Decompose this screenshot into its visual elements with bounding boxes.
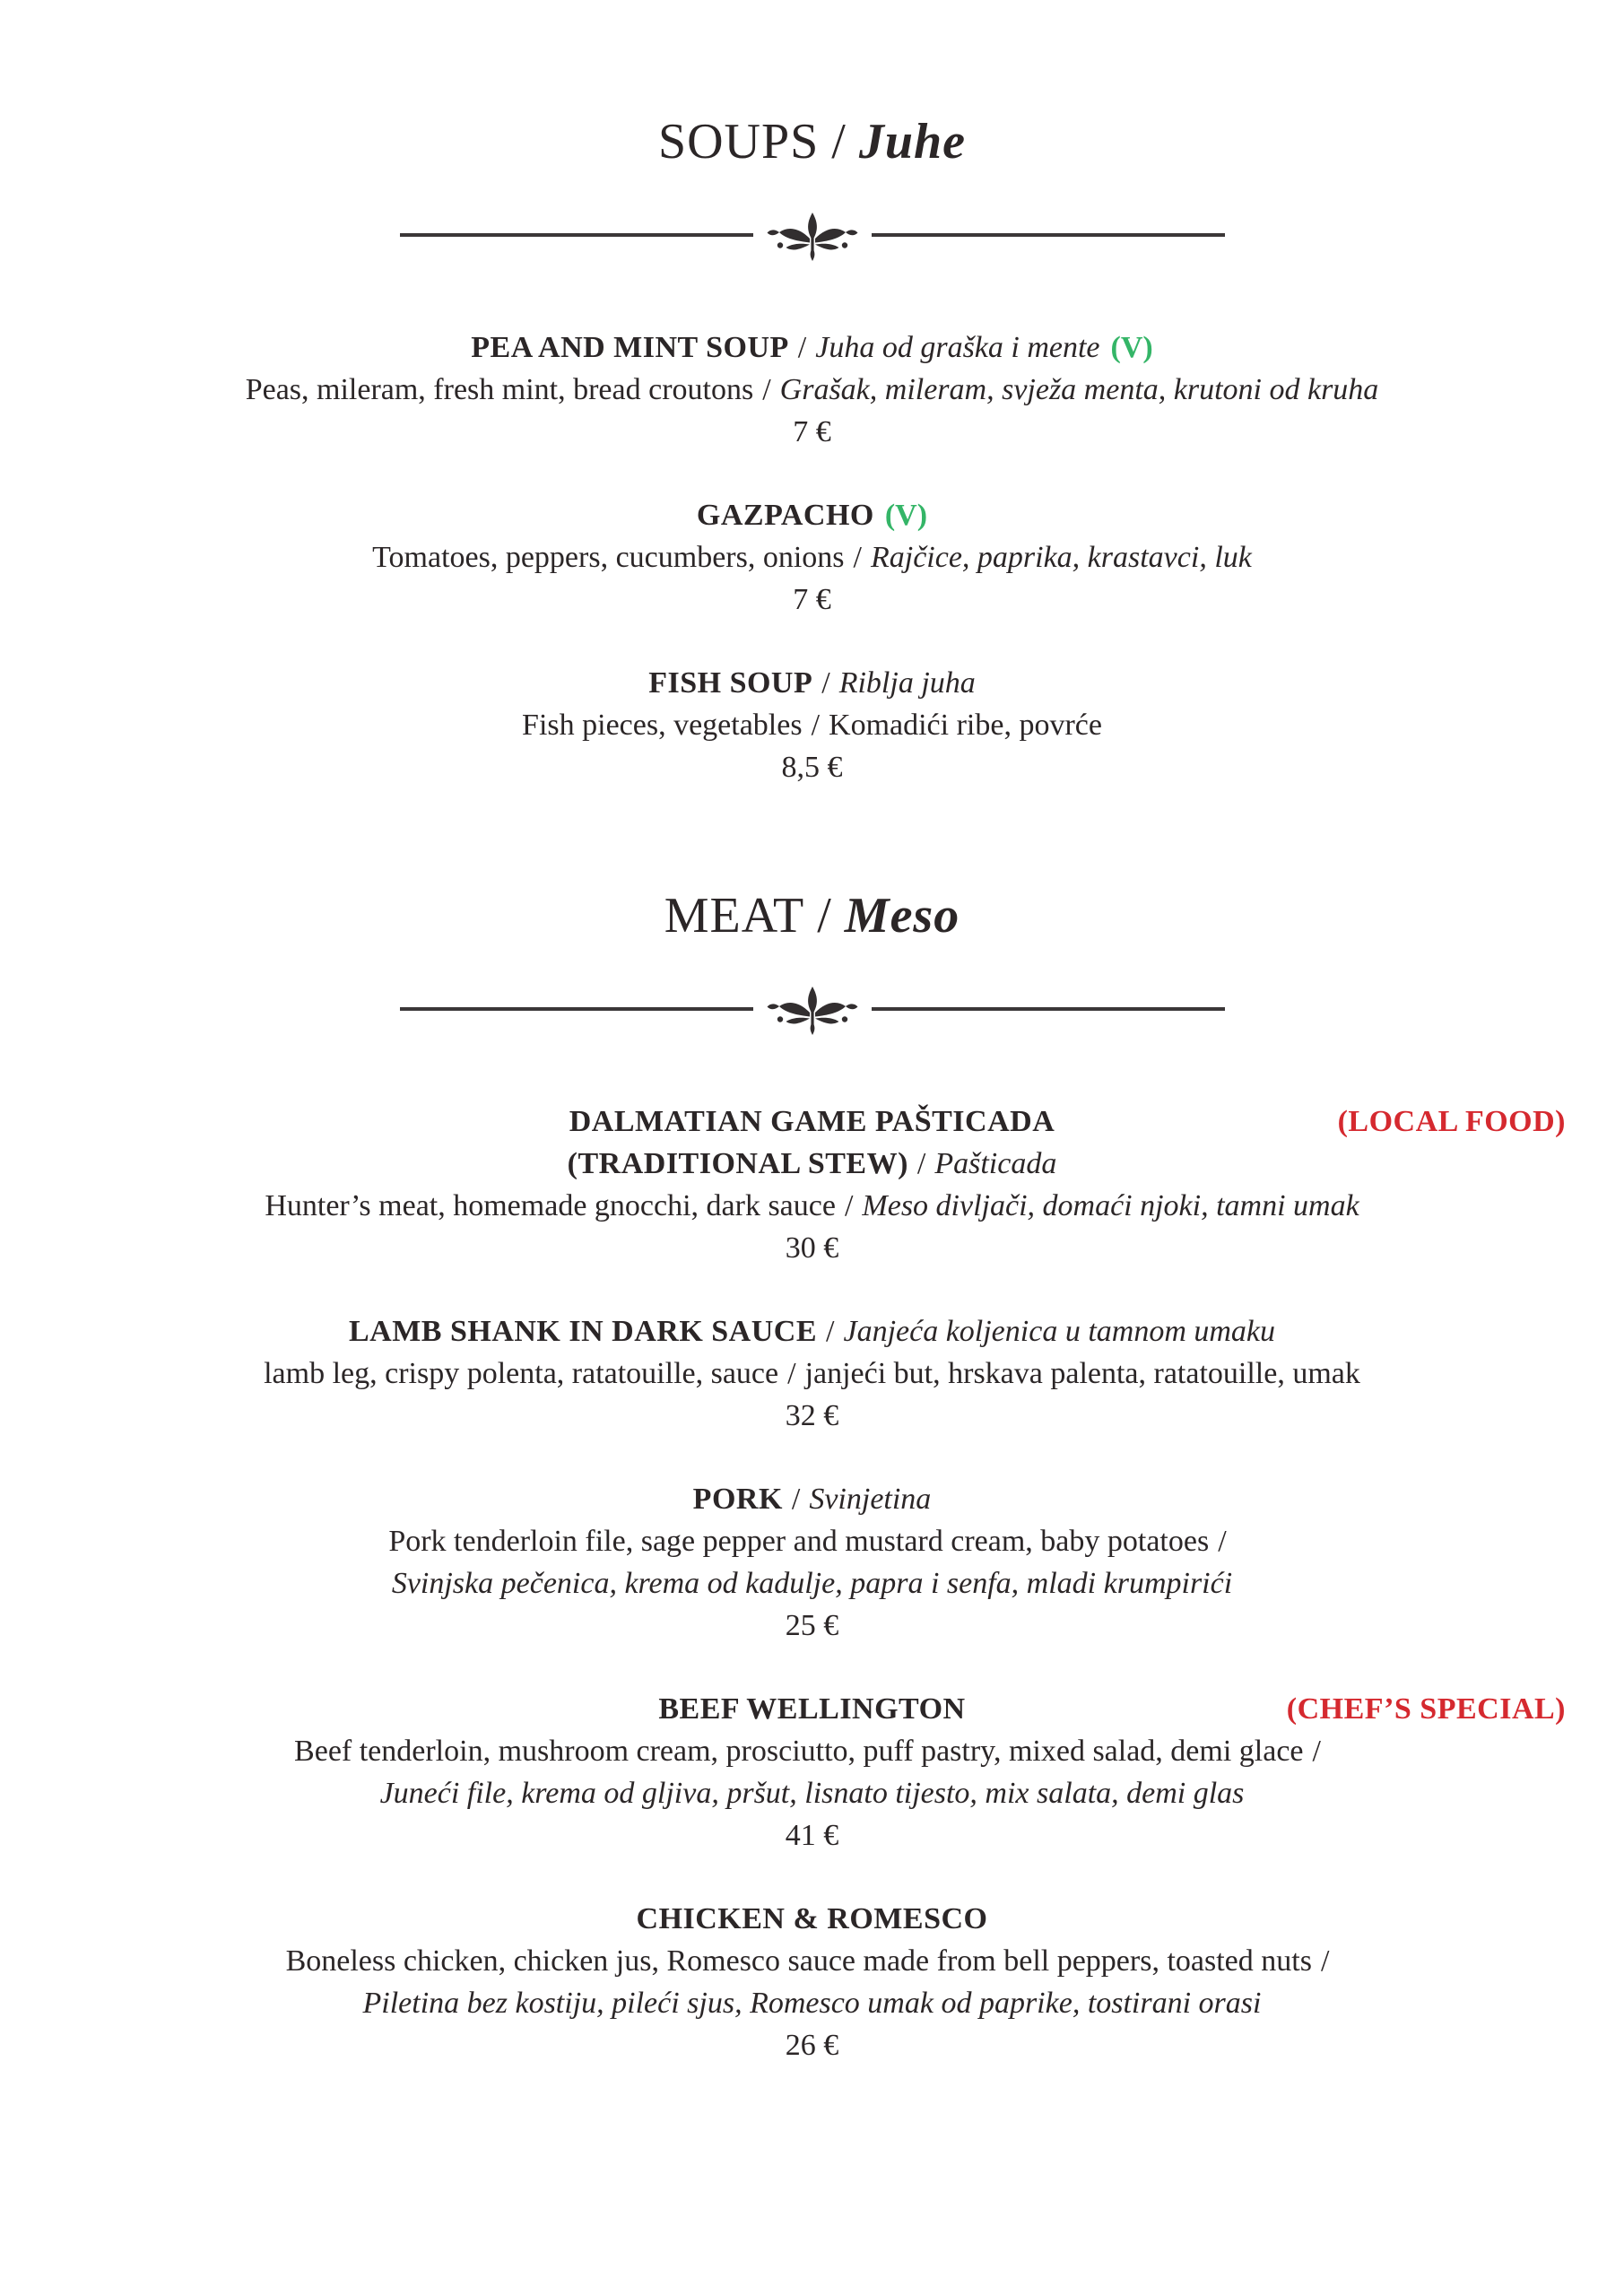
section-title-en: MEAT: [664, 888, 805, 944]
name-separator: /: [916, 1147, 926, 1180]
desc-separator: /: [853, 541, 862, 574]
section-divider: [400, 1007, 1225, 1011]
item-description-line-en: [0, 1730, 1624, 1772]
item-desc-hr: Meso divljači, domaći njoki, tamni umak: [862, 1189, 1359, 1222]
item-name-en-2: (TRADITIONAL STEW): [567, 1147, 908, 1180]
fleuron-ornament-icon: [753, 209, 872, 265]
item-name-line: [0, 1310, 1624, 1352]
item-desc-hr: Komadići ribe, povrće: [829, 709, 1102, 742]
desc-separator: /: [844, 1189, 854, 1222]
section-title-separator: /: [831, 114, 847, 170]
item-desc-hr: Piletina bez kostiju, pileći sjus, Romesco umak od paprike, tostirani orasi: [362, 1987, 1262, 2020]
item-price: 8,5 €: [781, 751, 843, 784]
menu-item-pork: [0, 1478, 1624, 1647]
item-desc-en: Pork tenderloin file, sage pepper and mustard cream, baby potatoes: [388, 1525, 1210, 1558]
desc-separator: /: [1218, 1525, 1227, 1558]
item-desc-en: Peas, mileram, fresh mint, bread croutons: [245, 373, 754, 406]
item-desc-en: Fish pieces, vegetables: [522, 709, 803, 742]
item-desc-hr: Grašak, mileram, svježa menta, krutoni od kruha: [779, 373, 1379, 406]
item-price: 26 €: [785, 2029, 839, 2062]
item-description-line: [0, 1352, 1624, 1395]
item-name-line: [0, 494, 1624, 536]
menu-item-chicken-romesco: [0, 1898, 1624, 2066]
name-separator: /: [791, 1483, 801, 1516]
item-desc-en: Boneless chicken, chicken jus, Romesco sauce made from bell peppers, toasted nuts: [285, 1944, 1312, 1978]
item-name-en: PORK: [692, 1483, 783, 1516]
menu-item-gazpacho: [0, 494, 1624, 621]
soups-items: [0, 326, 1624, 788]
item-name-en: GAZPACHO: [696, 499, 874, 532]
section-title-meat: [0, 887, 1624, 944]
menu-item-lamb-shank: [0, 1310, 1624, 1437]
item-desc-hr: janjeći but, hrskava palenta, ratatouille, umak: [804, 1357, 1360, 1390]
meat-items: [0, 1100, 1624, 2066]
item-description-line-hr: [0, 1562, 1624, 1605]
menu-item-pea-and-mint-soup: [0, 326, 1624, 453]
fleuron-ornament-icon: [753, 983, 872, 1039]
desc-separator: /: [811, 709, 821, 742]
item-description-line: [0, 536, 1624, 578]
desc-separator: /: [762, 373, 771, 406]
item-description-line: [0, 704, 1624, 746]
item-desc-en: lamb leg, crispy polenta, ratatouille, sauce: [264, 1357, 779, 1390]
vegetarian-badge: (V): [1110, 331, 1153, 364]
item-name-line: [0, 326, 1624, 369]
item-desc-hr: Juneći file, krema od gljiva, pršut, lisnato tijesto, mix salata, demi glas: [379, 1777, 1245, 1810]
section-title-soups: [0, 113, 1624, 170]
chefs-special-tag: (CHEF’S SPECIAL): [1286, 1692, 1566, 1726]
item-name-hr: Juha od graška i mente: [815, 331, 1100, 364]
item-name-line: [0, 662, 1624, 704]
item-name-en: PEA AND MINT SOUP: [471, 331, 789, 364]
item-price: 30 €: [785, 1231, 839, 1265]
menu-item-fish-soup: [0, 662, 1624, 788]
item-name-line: [0, 1478, 1624, 1520]
desc-separator: /: [787, 1357, 796, 1390]
item-name-en: LAMB SHANK IN DARK SAUCE: [348, 1315, 818, 1348]
item-description-line: [0, 1185, 1624, 1227]
name-separator: /: [797, 331, 807, 364]
item-name-en: CHICKEN & ROMESCO: [636, 1902, 988, 1935]
item-name-hr: Janjeća koljenica u tamnom umaku: [843, 1315, 1276, 1348]
item-name-en: FISH SOUP: [648, 666, 813, 700]
item-name-hr: Pašticada: [934, 1147, 1057, 1180]
item-description-line-en: [0, 1940, 1624, 1982]
item-description-line-hr: [0, 1982, 1624, 2024]
item-desc-hr: Svinjska pečenica, krema od kadulje, papra i senfa, mladi krumpirići: [391, 1567, 1233, 1600]
item-desc-en: Beef tenderloin, mushroom cream, prosciutto, puff pastry, mixed salad, demi glace: [294, 1735, 1304, 1768]
desc-separator: /: [1320, 1944, 1330, 1978]
item-description-line: [0, 369, 1624, 411]
item-price: 7 €: [793, 583, 831, 616]
name-separator: /: [826, 1315, 835, 1348]
item-desc-en: Hunter’s meat, homemade gnocchi, dark sauce: [265, 1189, 836, 1222]
section-title-separator: /: [817, 888, 832, 944]
local-food-tag: (LOCAL FOOD): [1337, 1105, 1566, 1138]
item-desc-en: Tomatoes, peppers, cucumbers, onions: [372, 541, 845, 574]
item-desc-hr: Rajčice, paprika, krastavci, luk: [870, 541, 1252, 574]
item-price: 7 €: [793, 415, 831, 448]
item-name-en: DALMATIAN GAME PAŠTICADA: [569, 1105, 1055, 1138]
item-name-line-2: [0, 1143, 1624, 1185]
vegetarian-badge: (V): [884, 499, 928, 532]
item-description-line-hr: [0, 1772, 1624, 1814]
item-price: 32 €: [785, 1399, 839, 1432]
item-name-en: BEEF WELLINGTON: [658, 1692, 966, 1726]
section-divider: [400, 233, 1225, 237]
menu-item-beef-wellington: [0, 1688, 1624, 1857]
section-title-en: SOUPS: [657, 114, 820, 170]
desc-separator: /: [1312, 1735, 1321, 1768]
item-price: 25 €: [785, 1609, 839, 1642]
menu-item-dalmatian-game-pasticada: [0, 1100, 1624, 1269]
name-separator: /: [821, 666, 830, 700]
item-name-line: [0, 1898, 1624, 1940]
item-name-hr: Svinjetina: [809, 1483, 932, 1516]
item-name-hr: Riblja juha: [838, 666, 976, 700]
section-title-hr: Juhe: [858, 114, 967, 170]
item-description-line-en: [0, 1520, 1624, 1562]
section-title-hr: Meso: [844, 888, 960, 944]
item-price: 41 €: [785, 1819, 839, 1852]
